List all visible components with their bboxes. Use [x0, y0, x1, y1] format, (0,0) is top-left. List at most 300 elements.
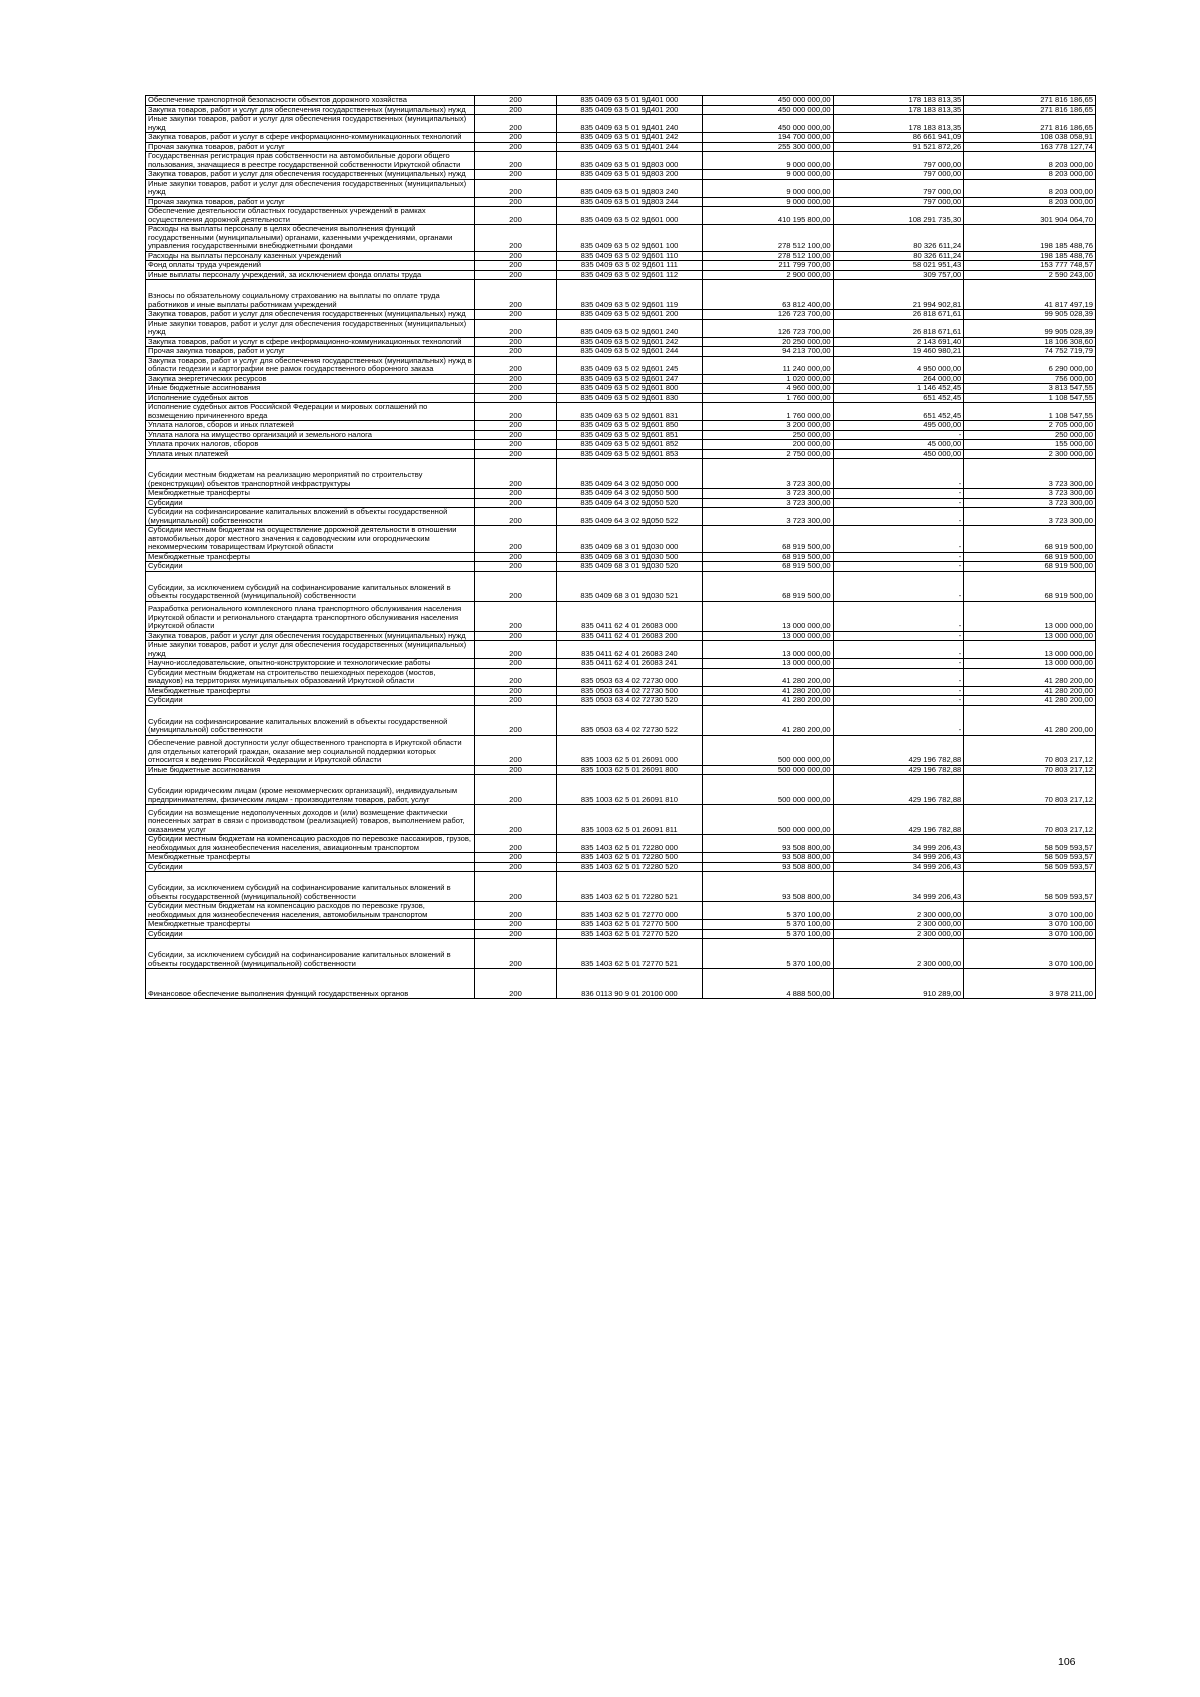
row-line-code-cell: 200 — [475, 251, 557, 261]
row-executed-amount-cell: - — [833, 571, 964, 601]
row-line-code-cell: 200 — [475, 659, 557, 669]
table-row — [146, 142, 1096, 152]
row-unexecuted-amount-cell: 68 919 500,00 — [964, 552, 1096, 562]
row-approved-amount-cell: 41 280 200,00 — [703, 705, 834, 735]
row-unexecuted-amount-cell: 70 803 217,12 — [964, 775, 1096, 805]
row-executed-amount-cell: 1 146 452,45 — [833, 384, 964, 394]
row-executed-amount-cell: 264 000,00 — [833, 374, 964, 384]
row-name-cell: Закупка товаров, работ и услуг для обеспечения государственных (муниципальных) нужд — [146, 310, 475, 320]
row-unexecuted-amount-cell: 3 723 300,00 — [964, 489, 1096, 499]
row-executed-amount-cell: 34 999 206,43 — [833, 835, 964, 853]
row-executed-amount-cell: - — [833, 562, 964, 572]
row-name-cell: Межбюджетные трансферты — [146, 686, 475, 696]
row-executed-amount-cell: - — [833, 631, 964, 641]
row-approved-amount-cell: 4 960 000,00 — [703, 384, 834, 394]
row-name-cell: Уплата иных платежей — [146, 449, 475, 459]
row-line-code-cell: 200 — [475, 430, 557, 440]
table-row — [146, 440, 1096, 450]
row-approved-amount-cell: 3 723 300,00 — [703, 508, 834, 526]
table-row — [146, 489, 1096, 499]
row-name-cell: Субсидии на софинансирование капитальных вложений в объекты государственной (муниципальной) собственности — [146, 705, 475, 735]
row-budget-code-cell: 835 0409 64 3 02 9Д050 522 — [556, 508, 702, 526]
row-unexecuted-amount-cell: 3 070 100,00 — [964, 920, 1096, 930]
row-budget-code-cell: 836 0113 90 9 01 20100 000 — [556, 969, 702, 999]
row-budget-code-cell: 835 0409 63 5 02 9Д601 240 — [556, 319, 702, 337]
row-approved-amount-cell: 63 812 400,00 — [703, 280, 834, 310]
row-line-code-cell: 200 — [475, 705, 557, 735]
row-executed-amount-cell: 429 196 782,88 — [833, 775, 964, 805]
table-row — [146, 835, 1096, 853]
row-approved-amount-cell: 9 000 000,00 — [703, 152, 834, 170]
row-unexecuted-amount-cell: 8 203 000,00 — [964, 197, 1096, 207]
row-unexecuted-amount-cell: 3 070 100,00 — [964, 939, 1096, 969]
row-unexecuted-amount-cell: 58 509 593,57 — [964, 872, 1096, 902]
row-unexecuted-amount-cell: 68 919 500,00 — [964, 562, 1096, 572]
row-approved-amount-cell: 13 000 000,00 — [703, 659, 834, 669]
row-unexecuted-amount-cell: 70 803 217,12 — [964, 805, 1096, 835]
row-unexecuted-amount-cell: 18 106 308,60 — [964, 337, 1096, 347]
table-row — [146, 939, 1096, 969]
row-unexecuted-amount-cell: 41 280 200,00 — [964, 705, 1096, 735]
table-row — [146, 920, 1096, 930]
row-budget-code-cell: 835 0409 63 5 02 9Д601 830 — [556, 393, 702, 403]
row-unexecuted-amount-cell: 155 000,00 — [964, 440, 1096, 450]
table-row — [146, 449, 1096, 459]
row-unexecuted-amount-cell: 3 723 300,00 — [964, 459, 1096, 489]
row-executed-amount-cell: 429 196 782,88 — [833, 765, 964, 775]
row-line-code-cell: 200 — [475, 142, 557, 152]
row-approved-amount-cell: 68 919 500,00 — [703, 571, 834, 601]
row-approved-amount-cell: 500 000 000,00 — [703, 805, 834, 835]
table-row — [146, 133, 1096, 143]
row-name-cell: Иные бюджетные ассигнования — [146, 765, 475, 775]
row-unexecuted-amount-cell: 250 000,00 — [964, 430, 1096, 440]
row-approved-amount-cell: 194 700 000,00 — [703, 133, 834, 143]
row-name-cell: Закупка товаров, работ и услуг для обеспечения государственных (муниципальных) нужд — [146, 105, 475, 115]
row-unexecuted-amount-cell: 2 705 000,00 — [964, 421, 1096, 431]
row-approved-amount-cell: 13 000 000,00 — [703, 601, 834, 631]
row-executed-amount-cell: 495 000,00 — [833, 421, 964, 431]
row-name-cell: Иные бюджетные ассигнования — [146, 384, 475, 394]
table-row — [146, 929, 1096, 939]
row-approved-amount-cell: 68 919 500,00 — [703, 552, 834, 562]
row-approved-amount-cell: 5 370 100,00 — [703, 902, 834, 920]
row-approved-amount-cell: 3 723 300,00 — [703, 459, 834, 489]
row-budget-code-cell: 835 0409 63 5 02 9Д601 851 — [556, 430, 702, 440]
row-executed-amount-cell: 910 289,00 — [833, 969, 964, 999]
row-budget-code-cell: 835 1403 62 5 01 72770 521 — [556, 939, 702, 969]
row-line-code-cell: 200 — [475, 152, 557, 170]
row-executed-amount-cell: 26 818 671,61 — [833, 319, 964, 337]
row-budget-code-cell: 835 1003 62 5 01 26091 810 — [556, 775, 702, 805]
row-name-cell: Уплата налога на имущество организаций и земельного налога — [146, 430, 475, 440]
row-approved-amount-cell: 200 000,00 — [703, 440, 834, 450]
table-row — [146, 261, 1096, 271]
row-name-cell: Субсидии местным бюджетам на компенсацию расходов по перевозке пассажиров, грузов, необходимых для жизнеобеспечения населения, авиационным транспортом — [146, 835, 475, 853]
table-row — [146, 319, 1096, 337]
row-line-code-cell: 200 — [475, 179, 557, 197]
row-executed-amount-cell: - — [833, 668, 964, 686]
table-row — [146, 862, 1096, 872]
table-row — [146, 498, 1096, 508]
row-line-code-cell: 200 — [475, 562, 557, 572]
row-line-code-cell: 200 — [475, 261, 557, 271]
row-name-cell: Исполнение судебных актов Российской Федерации и мировых соглашений по возмещению причиненного вреда — [146, 403, 475, 421]
row-executed-amount-cell: 178 183 813,35 — [833, 115, 964, 133]
row-unexecuted-amount-cell: 198 185 488,76 — [964, 251, 1096, 261]
table-row — [146, 853, 1096, 863]
row-line-code-cell: 200 — [475, 337, 557, 347]
row-budget-code-cell: 835 1403 62 5 01 72280 521 — [556, 872, 702, 902]
row-name-cell: Межбюджетные трансферты — [146, 853, 475, 863]
row-approved-amount-cell: 13 000 000,00 — [703, 631, 834, 641]
row-name-cell: Разработка регионального комплексного плана транспортного обслуживания населения Иркутской области и регионального стандарта транспортного обслуживания населения Иркутской области — [146, 601, 475, 631]
row-budget-code-cell: 835 1403 62 5 01 72770 500 — [556, 920, 702, 930]
row-line-code-cell: 200 — [475, 686, 557, 696]
table-row — [146, 571, 1096, 601]
row-budget-code-cell: 835 0409 63 5 01 9Д803 200 — [556, 170, 702, 180]
row-budget-code-cell: 835 0409 63 5 01 9Д803 240 — [556, 179, 702, 197]
row-line-code-cell: 200 — [475, 403, 557, 421]
table-row — [146, 686, 1096, 696]
row-budget-code-cell: 835 1403 62 5 01 72770 000 — [556, 902, 702, 920]
table-row — [146, 179, 1096, 197]
row-line-code-cell: 200 — [475, 207, 557, 225]
row-executed-amount-cell: 178 183 813,35 — [833, 105, 964, 115]
row-name-cell: Субсидии на софинансирование капитальных вложений в объекты государственной (муниципальной) собственности — [146, 508, 475, 526]
row-line-code-cell: 200 — [475, 862, 557, 872]
row-budget-code-cell: 835 0409 68 3 01 9Д030 500 — [556, 552, 702, 562]
row-line-code-cell: 200 — [475, 631, 557, 641]
row-unexecuted-amount-cell: 13 000 000,00 — [964, 601, 1096, 631]
row-budget-code-cell: 835 0409 63 5 02 9Д601 800 — [556, 384, 702, 394]
row-executed-amount-cell: 91 521 872,26 — [833, 142, 964, 152]
row-unexecuted-amount-cell: 68 919 500,00 — [964, 526, 1096, 553]
table-row — [146, 421, 1096, 431]
row-approved-amount-cell: 3 723 300,00 — [703, 489, 834, 499]
row-approved-amount-cell: 500 000 000,00 — [703, 765, 834, 775]
row-executed-amount-cell: 797 000,00 — [833, 197, 964, 207]
row-line-code-cell: 200 — [475, 498, 557, 508]
row-name-cell: Субсидии — [146, 696, 475, 706]
row-executed-amount-cell: 450 000,00 — [833, 449, 964, 459]
row-approved-amount-cell: 450 000 000,00 — [703, 115, 834, 133]
row-approved-amount-cell: 9 000 000,00 — [703, 197, 834, 207]
row-executed-amount-cell: - — [833, 601, 964, 631]
row-approved-amount-cell: 13 000 000,00 — [703, 641, 834, 659]
row-budget-code-cell: 835 0409 63 5 02 9Д601 110 — [556, 251, 702, 261]
row-name-cell: Фонд оплаты труда учреждений — [146, 261, 475, 271]
row-budget-code-cell: 835 0409 63 5 02 9Д601 200 — [556, 310, 702, 320]
row-name-cell: Субсидии местным бюджетам на строительство пешеходных переходов (мостов, виадуков) на территориях муниципальных образований Иркутской области — [146, 668, 475, 686]
row-unexecuted-amount-cell: 58 509 593,57 — [964, 853, 1096, 863]
table-row — [146, 765, 1096, 775]
row-approved-amount-cell: 93 508 800,00 — [703, 862, 834, 872]
row-executed-amount-cell: 34 999 206,43 — [833, 872, 964, 902]
row-approved-amount-cell: 93 508 800,00 — [703, 853, 834, 863]
row-line-code-cell: 200 — [475, 170, 557, 180]
row-budget-code-cell: 835 0411 62 4 01 26083 241 — [556, 659, 702, 669]
table-row — [146, 152, 1096, 170]
row-unexecuted-amount-cell: 1 108 547,55 — [964, 403, 1096, 421]
row-approved-amount-cell: 93 508 800,00 — [703, 835, 834, 853]
row-line-code-cell: 200 — [475, 668, 557, 686]
table-row — [146, 552, 1096, 562]
row-name-cell: Межбюджетные трансферты — [146, 489, 475, 499]
row-approved-amount-cell: 5 370 100,00 — [703, 920, 834, 930]
row-line-code-cell: 200 — [475, 775, 557, 805]
row-executed-amount-cell: - — [833, 489, 964, 499]
row-executed-amount-cell: 19 460 980,21 — [833, 347, 964, 357]
row-line-code-cell: 200 — [475, 969, 557, 999]
row-name-cell: Иные закупки товаров, работ и услуг для обеспечения государственных (муниципальных) нужд — [146, 115, 475, 133]
row-budget-code-cell: 835 0409 63 5 01 9Д401 244 — [556, 142, 702, 152]
row-name-cell: Финансовое обеспечение выполнения функций государственных органов — [146, 969, 475, 999]
table-row — [146, 430, 1096, 440]
row-name-cell: Субсидии, за исключением субсидий на софинансирование капитальных вложений в объекты государственной (муниципальной) собственности — [146, 939, 475, 969]
row-budget-code-cell: 835 0409 63 5 02 9Д601 244 — [556, 347, 702, 357]
row-line-code-cell: 200 — [475, 939, 557, 969]
table-body — [146, 96, 1096, 999]
row-budget-code-cell: 835 0409 63 5 02 9Д601 247 — [556, 374, 702, 384]
row-approved-amount-cell: 2 900 000,00 — [703, 270, 834, 280]
table-row — [146, 705, 1096, 735]
row-line-code-cell: 200 — [475, 571, 557, 601]
row-approved-amount-cell: 68 919 500,00 — [703, 526, 834, 553]
row-executed-amount-cell: - — [833, 508, 964, 526]
row-approved-amount-cell: 68 919 500,00 — [703, 562, 834, 572]
table-row — [146, 696, 1096, 706]
table-row — [146, 562, 1096, 572]
table-row — [146, 641, 1096, 659]
row-name-cell: Государственная регистрация прав собственности на автомобильные дороги общего пользования, значащиеся в реестре государственной собственности Иркутской области — [146, 152, 475, 170]
row-budget-code-cell: 835 0409 68 3 01 9Д030 520 — [556, 562, 702, 572]
row-executed-amount-cell: 58 021 951,43 — [833, 261, 964, 271]
row-approved-amount-cell: 450 000 000,00 — [703, 105, 834, 115]
row-name-cell: Иные закупки товаров, работ и услуг для обеспечения государственных (муниципальных) нужд — [146, 179, 475, 197]
budget-execution-table — [145, 95, 1096, 999]
row-budget-code-cell: 835 0409 63 5 02 9Д601 853 — [556, 449, 702, 459]
row-unexecuted-amount-cell: 8 203 000,00 — [964, 179, 1096, 197]
row-unexecuted-amount-cell: 13 000 000,00 — [964, 641, 1096, 659]
row-approved-amount-cell: 278 512 100,00 — [703, 225, 834, 252]
row-name-cell: Субсидии, за исключением субсидий на софинансирование капитальных вложений в объекты государственной (муниципальной) собственности — [146, 872, 475, 902]
row-budget-code-cell: 835 0409 63 5 01 9Д401 242 — [556, 133, 702, 143]
row-unexecuted-amount-cell: 3 978 211,00 — [964, 969, 1096, 999]
row-name-cell: Закупка товаров, работ и услуг в сфере информационно-коммуникационных технологий — [146, 133, 475, 143]
row-budget-code-cell: 835 0411 62 4 01 26083 240 — [556, 641, 702, 659]
row-executed-amount-cell: 797 000,00 — [833, 179, 964, 197]
row-budget-code-cell: 835 0409 63 5 01 9Д803 000 — [556, 152, 702, 170]
row-executed-amount-cell: - — [833, 430, 964, 440]
row-name-cell: Иные выплаты персоналу учреждений, за исключением фонда оплаты труда — [146, 270, 475, 280]
row-line-code-cell: 200 — [475, 805, 557, 835]
row-executed-amount-cell: 86 661 941,09 — [833, 133, 964, 143]
row-name-cell: Обеспечение транспортной безопасности объектов дорожного хозяйства — [146, 96, 475, 106]
row-unexecuted-amount-cell: 13 000 000,00 — [964, 659, 1096, 669]
row-approved-amount-cell: 41 280 200,00 — [703, 668, 834, 686]
page-number: 106 — [1058, 1656, 1076, 1668]
row-unexecuted-amount-cell: 756 000,00 — [964, 374, 1096, 384]
row-executed-amount-cell: 309 757,00 — [833, 270, 964, 280]
row-line-code-cell: 200 — [475, 872, 557, 902]
row-name-cell: Субсидии — [146, 862, 475, 872]
row-name-cell: Расходы на выплаты персоналу в целях обеспечения выполнения функций государственными (муниципальными) органами, казенными учреждениями, органами управления государственными внебюджетными фондами — [146, 225, 475, 252]
row-name-cell: Закупка товаров, работ и услуг для обеспечения государственных (муниципальных) нужд в области геодезии и картографии вне рамок государственного оборонного заказа — [146, 356, 475, 374]
row-executed-amount-cell: - — [833, 659, 964, 669]
row-unexecuted-amount-cell: 41 817 497,19 — [964, 280, 1096, 310]
row-executed-amount-cell: - — [833, 459, 964, 489]
row-budget-code-cell: 835 1403 62 5 01 72280 500 — [556, 853, 702, 863]
row-budget-code-cell: 835 0409 63 5 02 9Д601 119 — [556, 280, 702, 310]
row-line-code-cell: 200 — [475, 105, 557, 115]
row-executed-amount-cell: 797 000,00 — [833, 152, 964, 170]
row-approved-amount-cell: 5 370 100,00 — [703, 939, 834, 969]
row-unexecuted-amount-cell: 70 803 217,12 — [964, 765, 1096, 775]
row-budget-code-cell: 835 0409 63 5 02 9Д601 112 — [556, 270, 702, 280]
row-approved-amount-cell: 5 370 100,00 — [703, 929, 834, 939]
row-name-cell: Субсидии — [146, 929, 475, 939]
row-budget-code-cell: 835 0409 64 3 02 9Д050 500 — [556, 489, 702, 499]
table-row — [146, 659, 1096, 669]
row-budget-code-cell: 835 0409 63 5 01 9Д401 240 — [556, 115, 702, 133]
row-budget-code-cell: 835 0409 63 5 02 9Д601 831 — [556, 403, 702, 421]
table-row — [146, 115, 1096, 133]
row-executed-amount-cell: 2 300 000,00 — [833, 939, 964, 969]
row-executed-amount-cell: 2 300 000,00 — [833, 920, 964, 930]
row-executed-amount-cell: 2 300 000,00 — [833, 929, 964, 939]
row-approved-amount-cell: 4 888 500,00 — [703, 969, 834, 999]
row-executed-amount-cell: 4 950 000,00 — [833, 356, 964, 374]
table-row — [146, 280, 1096, 310]
row-name-cell: Обеспечение деятельности областных государственных учреждений в рамках осуществления дорожной деятельности — [146, 207, 475, 225]
row-unexecuted-amount-cell: 6 290 000,00 — [964, 356, 1096, 374]
row-executed-amount-cell: - — [833, 686, 964, 696]
row-approved-amount-cell: 278 512 100,00 — [703, 251, 834, 261]
row-budget-code-cell: 835 0503 63 4 02 72730 522 — [556, 705, 702, 735]
row-name-cell: Субсидии местным бюджетам на реализацию мероприятий по строительству (реконструкции) объектов транспортной инфраструктуры — [146, 459, 475, 489]
table-row — [146, 347, 1096, 357]
row-name-cell: Субсидии — [146, 498, 475, 508]
row-executed-amount-cell: - — [833, 696, 964, 706]
row-unexecuted-amount-cell: 41 280 200,00 — [964, 686, 1096, 696]
row-approved-amount-cell: 9 000 000,00 — [703, 179, 834, 197]
row-unexecuted-amount-cell: 74 752 719,79 — [964, 347, 1096, 357]
table-row — [146, 225, 1096, 252]
row-name-cell: Субсидии — [146, 562, 475, 572]
row-budget-code-cell: 835 0409 68 3 01 9Д030 000 — [556, 526, 702, 553]
row-unexecuted-amount-cell: 3 723 300,00 — [964, 508, 1096, 526]
row-line-code-cell: 200 — [475, 347, 557, 357]
row-executed-amount-cell: 34 999 206,43 — [833, 853, 964, 863]
row-budget-code-cell: 835 1403 62 5 01 72280 000 — [556, 835, 702, 853]
row-name-cell: Межбюджетные трансферты — [146, 552, 475, 562]
row-approved-amount-cell: 41 280 200,00 — [703, 696, 834, 706]
row-line-code-cell: 200 — [475, 384, 557, 394]
row-name-cell: Уплата прочих налогов, сборов — [146, 440, 475, 450]
row-name-cell: Закупка товаров, работ и услуг для обеспечения государственных (муниципальных) нужд — [146, 170, 475, 180]
row-unexecuted-amount-cell: 99 905 028,39 — [964, 319, 1096, 337]
row-executed-amount-cell: - — [833, 498, 964, 508]
row-name-cell: Прочая закупка товаров, работ и услуг — [146, 347, 475, 357]
row-approved-amount-cell: 1 760 000,00 — [703, 393, 834, 403]
row-budget-code-cell: 835 0409 64 3 02 9Д050 000 — [556, 459, 702, 489]
row-unexecuted-amount-cell: 108 038 058,91 — [964, 133, 1096, 143]
row-line-code-cell: 200 — [475, 133, 557, 143]
row-unexecuted-amount-cell: 2 300 000,00 — [964, 449, 1096, 459]
row-unexecuted-amount-cell: 3 070 100,00 — [964, 902, 1096, 920]
row-line-code-cell: 200 — [475, 765, 557, 775]
row-name-cell: Субсидии юридическим лицам (кроме некоммерческих организаций), индивидуальным предпринимателям, физическим лицам - производителям товаров, работ, услуг — [146, 775, 475, 805]
table-row — [146, 384, 1096, 394]
row-budget-code-cell: 835 0503 63 4 02 72730 520 — [556, 696, 702, 706]
row-line-code-cell: 200 — [475, 449, 557, 459]
row-name-cell: Обеспечение равной доступности услуг общественного транспорта в Иркутской области для отдельных категорий граждан, оказание мер социальной поддержки которых относится к ведению Российской Федерации и Иркутской области — [146, 735, 475, 765]
row-name-cell: Научно-исследовательские, опытно-конструкторские и технологические работы — [146, 659, 475, 669]
row-line-code-cell: 200 — [475, 601, 557, 631]
table-row — [146, 508, 1096, 526]
row-unexecuted-amount-cell: 99 905 028,39 — [964, 310, 1096, 320]
table-row — [146, 601, 1096, 631]
row-name-cell: Взносы по обязательному социальному страхованию на выплаты по оплате труда работников и иные выплаты работникам учреждений — [146, 280, 475, 310]
row-executed-amount-cell: 108 291 735,30 — [833, 207, 964, 225]
row-unexecuted-amount-cell: 198 185 488,76 — [964, 225, 1096, 252]
row-budget-code-cell: 835 0409 63 5 02 9Д601 111 — [556, 261, 702, 271]
row-budget-code-cell: 835 1403 62 5 01 72280 520 — [556, 862, 702, 872]
row-line-code-cell: 200 — [475, 421, 557, 431]
table-row — [146, 631, 1096, 641]
row-name-cell: Закупка товаров, работ и услуг для обеспечения государственных (муниципальных) нужд — [146, 631, 475, 641]
row-line-code-cell: 200 — [475, 735, 557, 765]
table-row — [146, 526, 1096, 553]
row-line-code-cell: 200 — [475, 374, 557, 384]
table-row — [146, 310, 1096, 320]
row-budget-code-cell: 835 0409 63 5 02 9Д601 245 — [556, 356, 702, 374]
row-name-cell: Уплата налогов, сборов и иных платежей — [146, 421, 475, 431]
row-approved-amount-cell: 410 195 800,00 — [703, 207, 834, 225]
row-executed-amount-cell: 178 183 813,35 — [833, 96, 964, 106]
row-unexecuted-amount-cell: 271 816 186,65 — [964, 105, 1096, 115]
row-budget-code-cell: 835 0409 63 5 02 9Д601 100 — [556, 225, 702, 252]
row-approved-amount-cell: 211 799 700,00 — [703, 261, 834, 271]
row-unexecuted-amount-cell: 41 280 200,00 — [964, 696, 1096, 706]
row-approved-amount-cell: 1 020 000,00 — [703, 374, 834, 384]
row-line-code-cell: 200 — [475, 835, 557, 853]
table-row — [146, 735, 1096, 765]
row-line-code-cell: 200 — [475, 552, 557, 562]
row-line-code-cell: 200 — [475, 197, 557, 207]
row-unexecuted-amount-cell: 163 778 127,74 — [964, 142, 1096, 152]
row-line-code-cell: 200 — [475, 508, 557, 526]
row-line-code-cell: 200 — [475, 526, 557, 553]
row-budget-code-cell: 835 0409 63 5 01 9Д803 244 — [556, 197, 702, 207]
row-name-cell: Субсидии местным бюджетам на осуществление дорожной деятельности в отношении автомобильных дорог местного значения к садоводческим или огородническим некоммерческим товариществам Иркутской области — [146, 526, 475, 553]
row-unexecuted-amount-cell: 70 803 217,12 — [964, 735, 1096, 765]
row-name-cell: Иные закупки товаров, работ и услуг для обеспечения государственных (муниципальных) нужд — [146, 319, 475, 337]
table-row — [146, 403, 1096, 421]
row-line-code-cell: 200 — [475, 929, 557, 939]
table-row — [146, 197, 1096, 207]
row-line-code-cell: 200 — [475, 280, 557, 310]
row-executed-amount-cell: 45 000,00 — [833, 440, 964, 450]
row-approved-amount-cell: 1 760 000,00 — [703, 403, 834, 421]
row-budget-code-cell: 835 0409 63 5 01 9Д401 200 — [556, 105, 702, 115]
row-executed-amount-cell: 34 999 206,43 — [833, 862, 964, 872]
row-approved-amount-cell: 500 000 000,00 — [703, 775, 834, 805]
row-approved-amount-cell: 3 723 300,00 — [703, 498, 834, 508]
row-unexecuted-amount-cell: 8 203 000,00 — [964, 152, 1096, 170]
row-executed-amount-cell: - — [833, 526, 964, 553]
